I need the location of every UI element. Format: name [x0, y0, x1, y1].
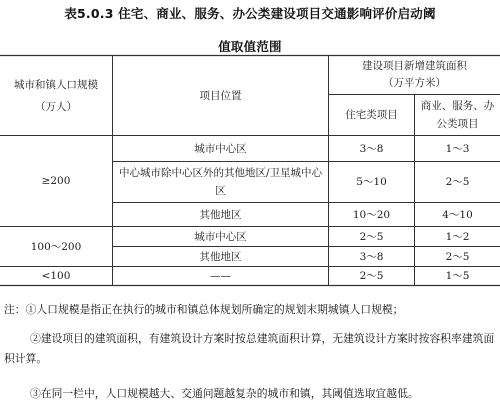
- residential-cell: 3～8: [359, 250, 384, 263]
- commercial-cell: 2～5: [445, 250, 470, 263]
- residential-cell: 10～20: [352, 208, 391, 221]
- population-cell: 100～200: [30, 240, 82, 253]
- header-population: 城市和镇人口规模 （万人）: [14, 78, 98, 113]
- commercial-cell: 2～5: [445, 176, 470, 188]
- header-commercial: 商业、服务、办 公类项目: [420, 100, 495, 130]
- header-residential: 住宅类项目: [345, 109, 398, 121]
- residential-cell: 2～5: [359, 230, 384, 243]
- commercial-cell: 1～3: [445, 142, 470, 155]
- location-cell: 中心城市除中心区外的其他地区/卫星城中心 区: [118, 167, 323, 197]
- note-3: ③在同一栏中，人口规模越大、交通问题越复杂的城市和镇，其阈值选取宜越低。: [30, 387, 419, 400]
- commercial-cell: 1～2: [445, 230, 470, 243]
- location-cell: 城市中心区: [194, 142, 247, 155]
- header-location: 项目位置: [199, 89, 242, 102]
- location-cell: 城市中心区: [194, 230, 247, 243]
- residential-cell: 2～5: [359, 270, 384, 282]
- location-cell: 其他地区: [199, 208, 242, 221]
- header-area-group: 建设项目新增建筑面积 （万平方米）: [362, 60, 467, 89]
- location-cell: ——: [210, 270, 231, 282]
- residential-cell: 3～8: [359, 142, 384, 155]
- commercial-cell: 4～10: [442, 208, 473, 221]
- note-2: ②建设项目的建筑面积，有建筑设计方案时按总建筑面积计算，无建筑设计方案时按容积率建筑面积计算。: [4, 332, 495, 365]
- commercial-cell: 1～5: [445, 270, 470, 282]
- location-cell: 其他地区: [199, 250, 242, 263]
- table-title-line-1: 表5.0.3 住宅、商业、服务、办公类建设项目交通影响评价启动阈: [64, 6, 436, 21]
- population-cell: ≥200: [41, 175, 71, 187]
- note-1: 注：①人口规模是指正在执行的城市和镇总体规划所确定的规划末期城镇人口规模；: [4, 303, 404, 316]
- table-title-line-2: 值取值范围: [218, 39, 282, 54]
- residential-cell: 5～10: [356, 176, 387, 188]
- population-cell: <100: [41, 270, 71, 282]
